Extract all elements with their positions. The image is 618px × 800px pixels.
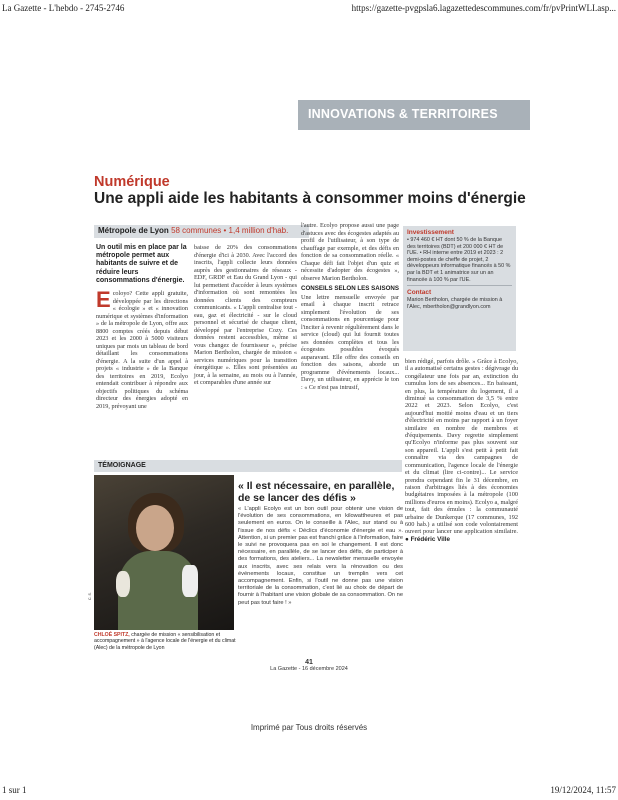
print-rights: Imprimé par Tous droits réservés <box>250 723 368 732</box>
column-4-text: bien rédigé, parfois drôle. » Grâce à Ecolyo, il a automatisé certains gestes : dégivrage du congélateur une fois par an, extinction du cumulus lors de ses absences... En baissant, en plus, la température du logement, il a diminué sa consommation de 3,5 % entre 2022 et 2023. Selon Ecolyo, c'est aujourd'hui moitié moins d'eau et un tiers d'électricité en moins par rapport à un foyer similaire en nombre de membres et d'équipements. Davy regrette simplement qu'Ecolyo n'informe pas plus souvent sur son appareil. L'appli s'est petit à petit fait connaître via des campagnes de communication, l'agence locale de l'énergie et du climat (lire ci-contre)... Le service prendra cependant fin le 31 décembre, en raison d'arbitrages liés à des économies budgétaires imposées à la métropole (100 millions d'euros en moins). Ecolyo a, malgré tout, fait des émules : la communauté urbaine de Dunkerque (17 communes, 192 600 hab.) a utilisé son code volontairement ouvert pour lancer une application similaire. <box>405 358 518 536</box>
article-lead: Un outil mis en place par la métropole permet aux habitants de suivre et de réduire leurs consommations d'énergie. <box>96 244 187 284</box>
photo-credit: C. S. <box>88 592 92 600</box>
lightbulb-icon <box>116 571 130 597</box>
article-column-3 <box>301 222 399 391</box>
column-3-text-a: l'autre. Ecolyo propose aussi une page d'astuces avec des écogestes adaptés au profil de l'utilisateur, à son type de chauffage par exemple, et des défis en fonction de sa consommation réelle. « Chaque défi fait l'objet d'un quiz et nécessite d'adopter des écogestes », observe Marion Bertholon. <box>301 222 399 282</box>
page-number: 41 <box>305 659 313 666</box>
article-column-1 <box>96 287 188 410</box>
led-bulb-icon <box>182 565 198 597</box>
browser-header <box>2 3 616 15</box>
contact-title: Contact <box>407 289 432 297</box>
location-bar <box>94 225 309 238</box>
column-3-text-b: Une lettre mensuelle envoyée par email à chaque inscrit retrace simplement l'évolution de ses consommations en pourcentage pour l'inciter à revenir régulièrement dans le service (cloud) qui lui fournit toutes ses données complètes et tous les écogestes possibles évoqués auparavant. Elle offre des conseils en fonction des saisons, aborde un programme d'événements locaux... Davy, un utilisateur, en apprécie le ton : « Ce n'est pas intrusif, <box>301 293 399 391</box>
contact-body: Marion Bertholon, chargée de mission à l'Alec, mbertholon@grandlyon.com <box>407 297 503 310</box>
photo-caption <box>94 632 239 651</box>
testimony-label: TÉMOIGNAGE <box>98 462 146 469</box>
article-headline: Une appli aide les habitants à consommer moins d'énergie <box>94 190 526 207</box>
caption-role: chargée de mission « sensibilisation et accompagnement » à l'agence locale de l'énergie et du climat (Alec) de la métropole de Lyon <box>94 632 236 651</box>
caption-name: CHLOÉ SPITZ, <box>94 632 130 638</box>
article-column-2: baisse de 20% des consommations d'énergie d'ici à 2030. Avec l'accord des inscrits, l'appli collecte leurs données auprès des gestionnaires de réseaux - EDF, GRDF et Eau du Grand Lyon - qui lui permettent d'accéder à leurs systèmes d'information où sont remontées les données clients des compteurs communicants. « L'appli centralise tout - eau, gaz et électricité - sur le cloud personnel et sécurisé de chaque client, développé par l'entreprise Cozy. Ces données restent accessibles, même si vous changez de fournisseur », précise Marion Bertholon, chargée de mission « services numériques pour la transition énergétique ». Elles sont présentées au jour, à la semaine, au mois ou à l'année, et comparables d'une année sur <box>194 244 297 386</box>
browser-footer <box>2 785 616 797</box>
location-name: Métropole de Lyon <box>98 226 169 235</box>
page-folio <box>88 660 530 672</box>
section-subhead: CONSEILS SELON LES SAISONS <box>301 285 399 292</box>
dropcap: E <box>96 287 111 312</box>
portrait-photo <box>94 475 234 630</box>
author-name: Frédéric Ville <box>410 535 450 543</box>
folio-line: La Gazette - 16 décembre 2024 <box>270 666 348 672</box>
invest-title: Investissement <box>407 229 454 236</box>
sidebar-divider <box>407 285 512 286</box>
photo-face <box>136 505 174 551</box>
article-column-4 <box>405 358 518 543</box>
testimony-banner <box>94 460 402 472</box>
location-meta: 58 communes • 1,4 million d'hab. <box>171 226 289 235</box>
column-1-text: coloyo? Cette appli gratuite, développée par les directions « écologie » et « innovation numérique et systèmes d'information » de la métropole de Lyon, offre aux 8800 comptes créés depuis début 2023 et les 2000 à 5000 visiteurs uniques par mois un tableau de bord détaillant les consommations d'énergie. A la suite d'un appel à projets « industrie » de la Banque des territoires en 2019, Ecolyo entendait contribuer à répondre aux objectifs politiques du schéma directeur des énergies adopté en 2019, prévoyant une <box>96 290 188 410</box>
rubric-banner <box>298 100 530 130</box>
print-datetime: 19/12/2024, 11:57 <box>550 785 616 795</box>
page-title: La Gazette - L'hebdo - 2745-2746 <box>2 3 125 13</box>
magazine-page <box>88 80 530 680</box>
article-kicker: Numérique <box>94 174 170 190</box>
author-signature: ● Frédéric Ville <box>405 535 450 543</box>
page-count: 1 sur 1 <box>2 785 27 795</box>
info-sidebar <box>403 226 516 351</box>
page-url[interactable]: https://gazette-pvgpsla6.lagazettedescommunes.com/fr/pvPrintWLI.asp... <box>351 3 616 13</box>
testimony-text: « L'appli Ecolyo est un bon outil pour obtenir une vision de l'évolution de ses consommations, en kilowattheures et pas seulement en euros. On le conseille à l'Alec, sur stand ou à l'issue de nos défis « Déclics d'économie d'énergie et eau ». Attention, si un premier pas est franchi grâce à l'information, faire le suivi ne provoquera pas en soi le changement. Il est donc nécessaire, en parallèle, de se lancer des défis, de participer à des formations, des ateliers... La newsletter mensuelle envoyée aux inscrits, avec ses relais vers la rénovation ou des événements locaux, constitue un tremplin vers cet accompagnement. Enfin, si l'outil ne donne pas une vision territoriale de la consommation, c'est lié au choix de départ de fournir à l'habitant une vision globale de sa consommation. On ne peut pas tout faire ! » <box>238 506 403 606</box>
testimony-title: « Il est nécessaire, en parallèle, de se lancer des défis » <box>238 480 395 504</box>
rubric-label: INNOVATIONS & TERRITOIRES <box>308 107 498 121</box>
invest-body: • 974 460 € HT dont 50 % de la Banque des territoires (BDT) et 200 000 € HT de l'UE. • RH interne entre 2019 et 2023 : 2 demi-postes de cheffe de projet, 2 développeurs informatique financés à 50 % par la BDT et 1 animatrice sur un an financée à 100 % par l'UE. <box>407 237 511 283</box>
